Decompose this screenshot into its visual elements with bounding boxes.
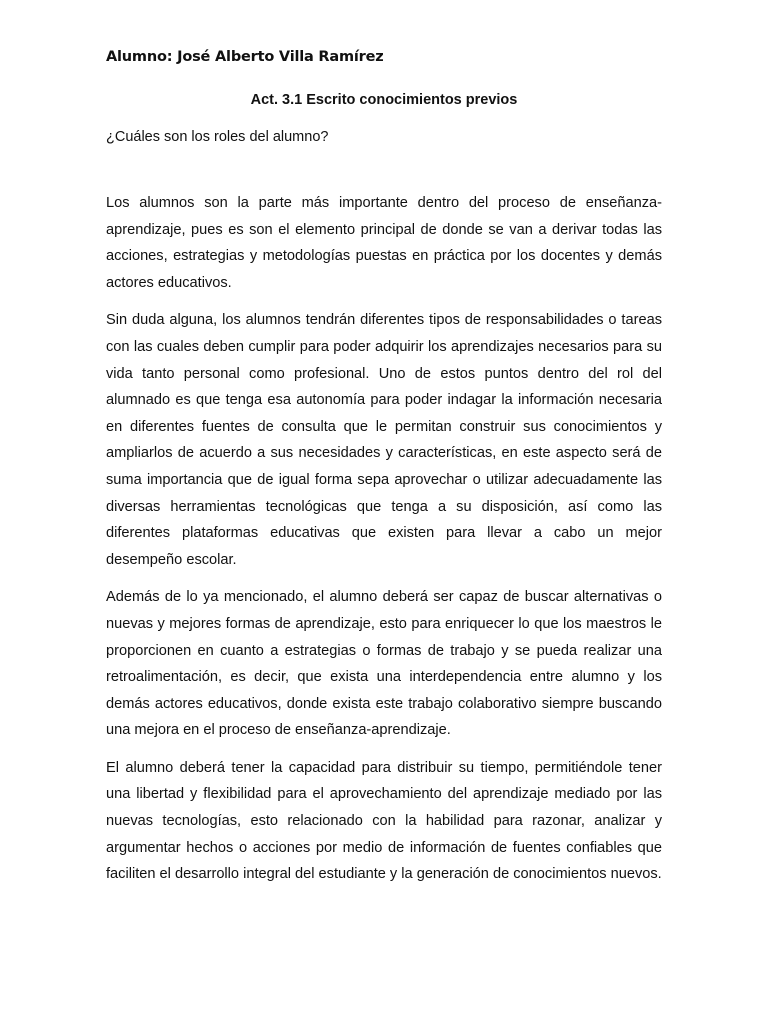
document-body (106, 190, 662, 899)
paragraph: El alumno deberá tener la capacidad para distribuir su tiempo, permitiéndole tener una libertad y flexibilidad para el aprovechamiento del aprendizaje mediado por las nuevas tecnologías, esto relacionado con la habilidad para razonar, analizar y argumentar hechos o acciones por medio de información de fuentes confiables que faciliten el desarrollo integral del estudiante y la generación de conocimientos nuevos. (106, 759, 662, 883)
paragraph: Los alumnos son la parte más importante dentro del proceso de enseñanza-aprendizaje, pues es son el elemento principal de donde se van a derivar todas las acciones, estrategias y metodologías puestas en práctica por los docentes y demás actores educativos. (106, 195, 662, 291)
question-heading: ¿Cuáles son los roles del alumno? (106, 129, 329, 145)
student-name: Alumno: José Alberto Villa Ramírez (106, 49, 384, 65)
paragraph: Sin duda alguna, los alumnos tendrán diferentes tipos de responsabilidades o tareas con las cuales deben cumplir para poder adquirir los aprendizajes necesarios para su vida tanto personal como profesional. Uno de estos puntos dentro del rol del alumnado es que tenga esa autonomía para poder indagar la información necesaria en diferentes fuentes de consulta que le permitan construir sus conocimientos y ampliarlos de acuerdo a sus necesidades y características, en este aspecto será de suma importancia que de igual forma sepa aprovechar o utilizar adecuadamente las diversas herramientas tecnológicas que tenga a su disposición, así como las diferentes plataformas educativas que existen para llevar a cabo un mejor desempeño escolar. (106, 312, 662, 568)
document-title: Act. 3.1 Escrito conocimientos previos (250, 92, 518, 108)
paragraph: Además de lo ya mencionado, el alumno deberá ser capaz de buscar alternativas o nuevas y mejores formas de aprendizaje, esto para enriquecer lo que los maestros le proporcionen en cuanto a estrategias o formas de trabajo y se pueda realizar una retroalimentación, es decir, que exista una interdependencia entre alumno y los demás actores educativos, donde exista este trabajo colaborativo siempre buscando una mejora en el proceso de enseñanza-aprendizaje. (106, 589, 662, 739)
